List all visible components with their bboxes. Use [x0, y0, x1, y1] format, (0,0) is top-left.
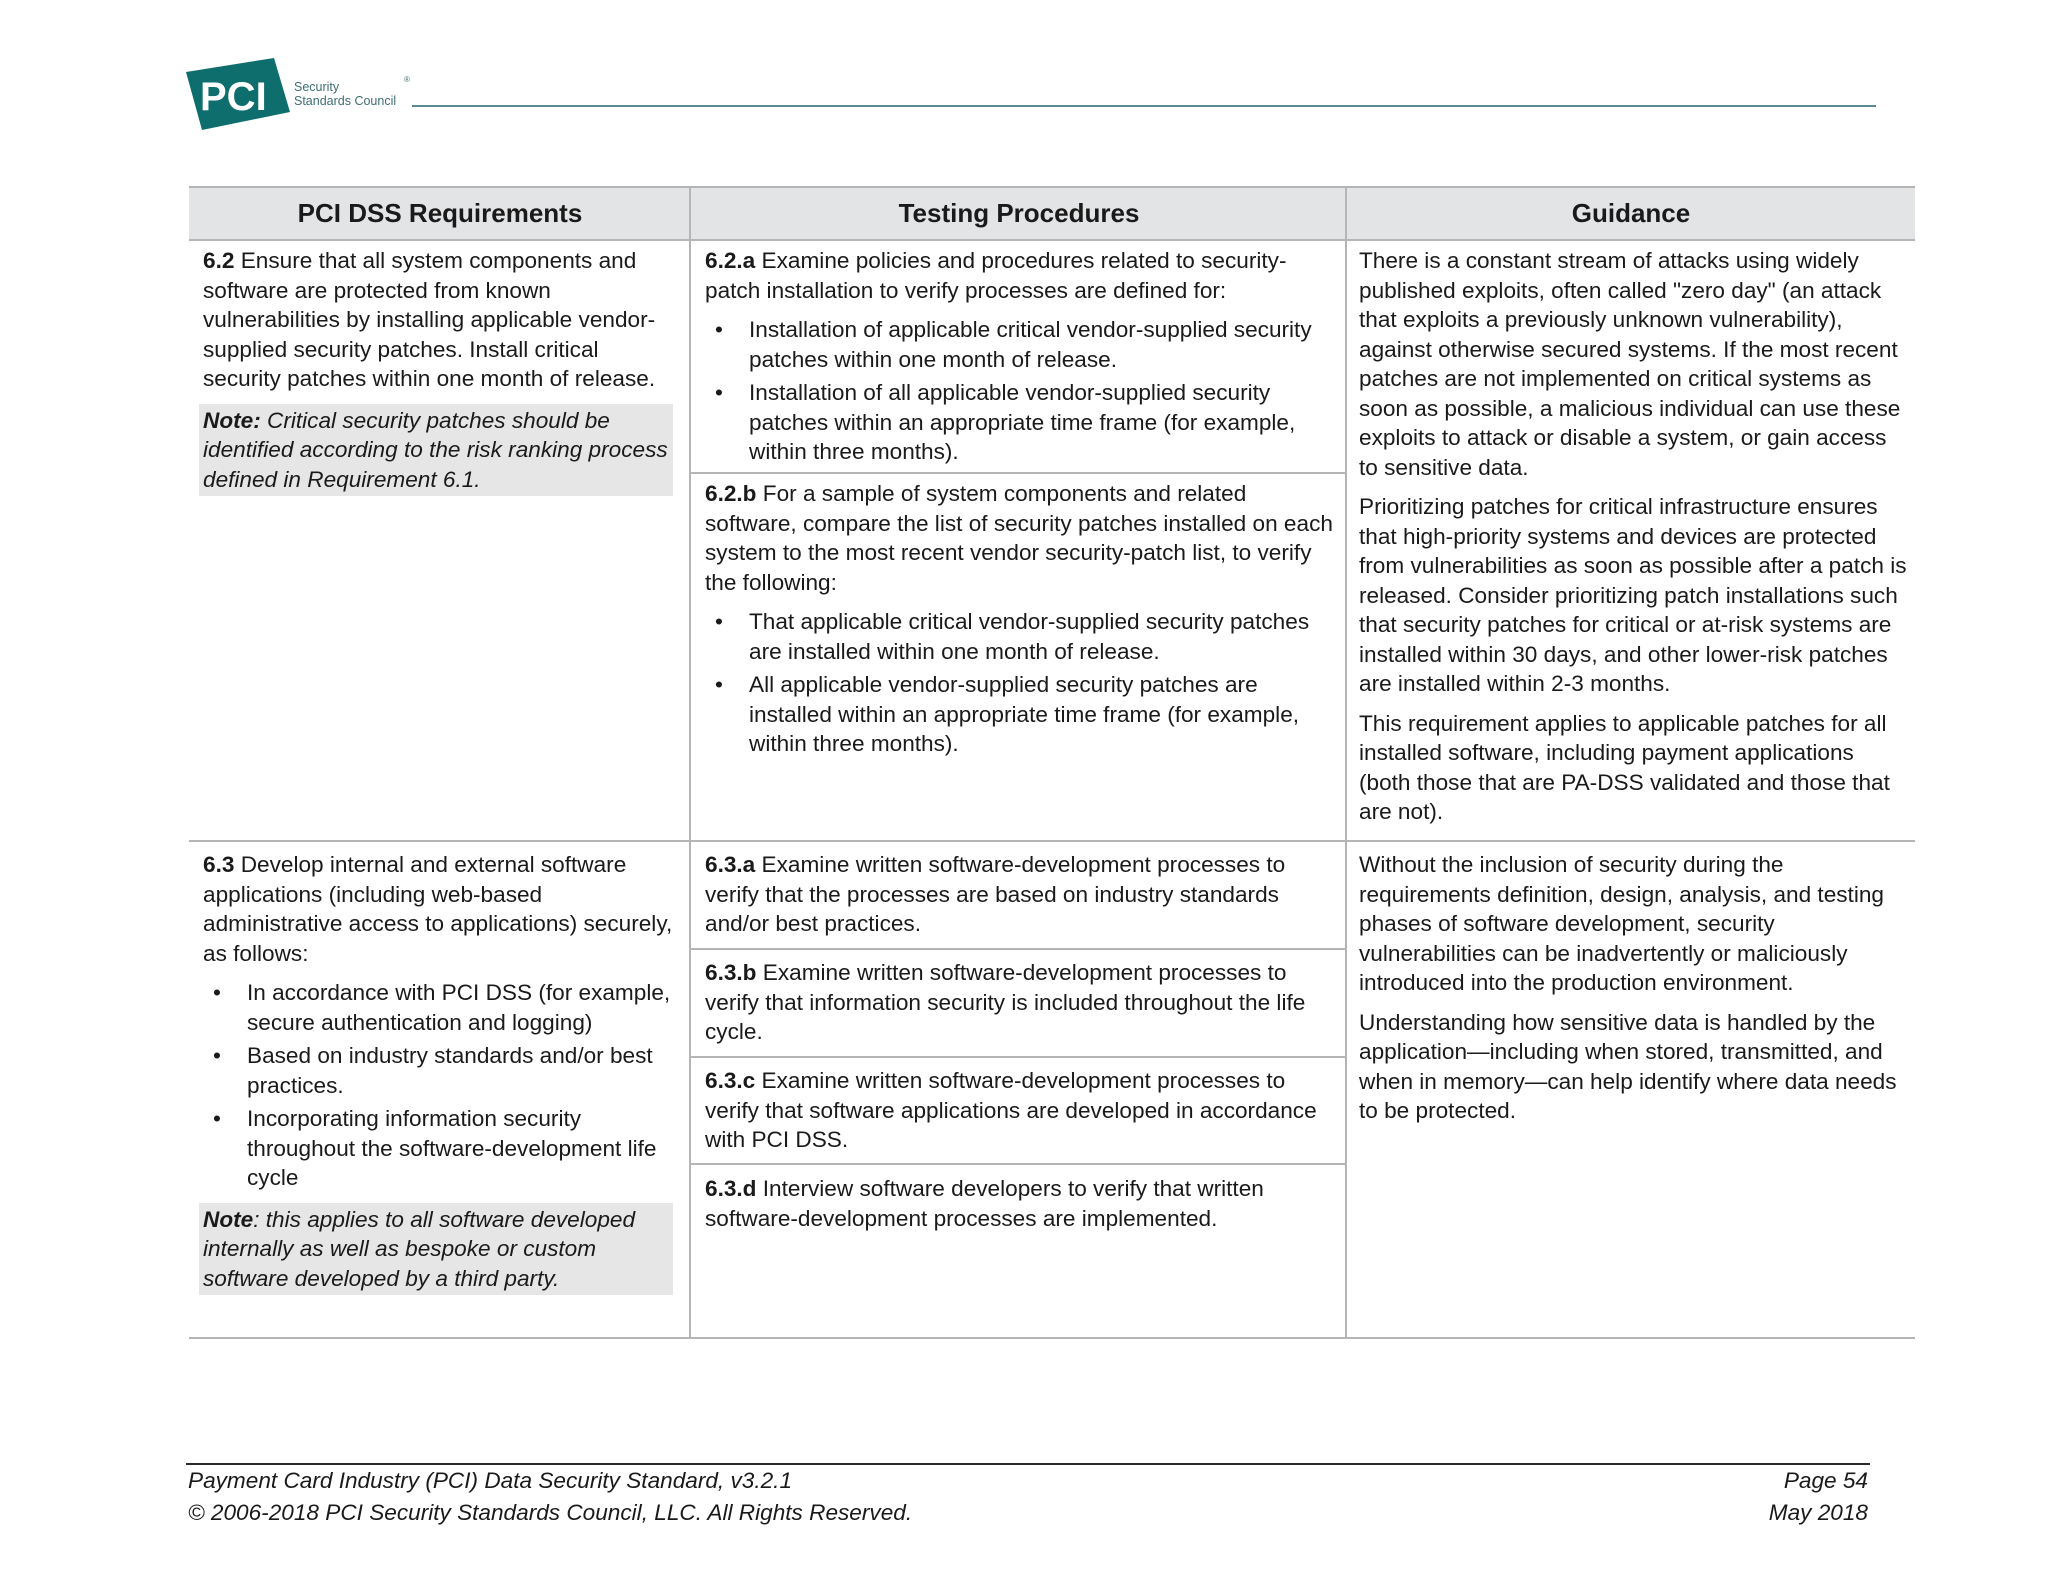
logo-text-line1: Security: [294, 80, 340, 94]
testing-procedure-6-3-c: [705, 1066, 1335, 1165]
requirement-text: Ensure that all system components and software are protected from known vulnerabilities by installing applicable vendor-supplied security patches. Install critical security patches within one month of release.: [203, 248, 656, 391]
requirement-6-3: [203, 850, 673, 1295]
footer-date: May 2018: [1768, 1500, 1868, 1525]
requirement-note: [199, 1203, 673, 1296]
list-item: • That applicable critical vendor-supplied security patches are installed within one month of release.: [705, 607, 1335, 666]
procedure-text: Examine policies and procedures related to security-patch installation to verify processes are defined for:: [705, 248, 1287, 303]
column-header-guidance: Guidance: [1347, 186, 1915, 241]
testing-procedure-6-3-d: [705, 1174, 1335, 1243]
guidance-6-3: [1359, 850, 1909, 1136]
requirements-table: [189, 186, 1915, 1339]
requirement-note: [199, 404, 673, 497]
list-item: • In accordance with PCI DSS (for example, secure authentication and logging): [203, 978, 673, 1037]
column-header-requirements: PCI DSS Requirements: [189, 186, 691, 241]
testing-procedure-6-3-b: [705, 958, 1335, 1057]
footer-document-title: Payment Card Industry (PCI) Data Security Standard, v3.2.1: [188, 1468, 793, 1493]
guidance-paragraph: There is a constant stream of attacks using widely published exploits, often called "zero day" (an attack that exploits a previously unknown vulnerability), against otherwise secured systems. If the most recent patches are not implemented on critical systems as soon as possible, a malicious individual can use these exploits to attack or disable a system, or gain access to sensitive data.: [1359, 248, 1901, 480]
list-item: • Installation of all applicable vendor-supplied security patches within an appropriate time frame (for example, within three months).: [705, 378, 1335, 467]
requirement-text: Develop internal and external software applications (including web-based administrative access to applications) securely, as follows:: [203, 852, 673, 966]
footer-right: [1769, 1465, 1868, 1529]
note-text: : this applies to all software developed internally as well as bespoke or custom software developed by a third party.: [203, 1206, 636, 1291]
logo-text: [294, 80, 396, 108]
table-bottom-border: [189, 1337, 1915, 1339]
procedure-number: 6.3.a: [705, 852, 756, 877]
procedure-number: 6.2.a: [705, 248, 756, 273]
footer-page-number: Page 54: [1783, 1468, 1868, 1493]
footer-copyright: © 2006-2018 PCI Security Standards Council, LLC. All Rights Reserved.: [188, 1500, 913, 1525]
procedure-text: Examine written software-development processes to verify that the processes are based on industry standards and/or best practices.: [705, 852, 1286, 936]
testing-procedure-6-2-a: [705, 246, 1335, 471]
procedure-text: For a sample of system components and related software, compare the list of security patches installed on each system to the most recent vendor security-patch list, to verify the following:: [705, 481, 1333, 595]
requirement-number: 6.2: [203, 248, 235, 273]
procedure-number: 6.3.d: [705, 1176, 757, 1201]
procedure-number: 6.3.c: [705, 1068, 756, 1093]
procedure-number: 6.3.b: [705, 960, 757, 985]
guidance-paragraph: Understanding how sensitive data is handled by the application—including when stored, transmitted, and when in memory—can help identify where data needs to be protected.: [1359, 1009, 1897, 1123]
column-divider: [1345, 186, 1347, 1339]
column-divider: [689, 186, 691, 1339]
guidance-paragraph: Without the inclusion of security during the requirements definition, design, analysis, and testing phases of software development, security vulnerabilities can be inadvertently or maliciously introduced into the production environment.: [1359, 852, 1884, 995]
testing-procedure-6-2-b: [705, 479, 1335, 763]
guidance-paragraph: Prioritizing patches for critical infrastructure ensures that high-priority systems and devices are protected from vulnerabilities as soon as possible after a patch is released. Consider prioritizing patch installations such that security patches for critical or at-risk systems are installed within 30 days, and other lower-risk patches are installed within 2-3 months.: [1359, 494, 1907, 696]
list-item: • Incorporating information security throughout the software-development life cycle: [203, 1104, 673, 1193]
pci-logo-mark-icon: [186, 58, 290, 130]
note-label: Note:: [203, 407, 261, 433]
header-rule: [412, 105, 1876, 107]
requirement-number: 6.3: [203, 852, 235, 877]
procedure-text: Examine written software-development processes to verify that software applications are developed in accordance with PCI DSS.: [705, 1068, 1317, 1152]
note-label: Note: [203, 1206, 254, 1232]
procedure-text: Interview software developers to verify that written software-development processes are implemented.: [705, 1176, 1264, 1231]
svg-text:PCI: PCI: [200, 75, 267, 119]
row-divider: [189, 840, 1915, 842]
pci-logo: [186, 58, 412, 130]
registered-mark: ®: [404, 75, 410, 84]
note-text: Critical security patches should be identified according to the risk ranking process defined in Requirement 6.1.: [203, 407, 668, 492]
list-item: • Installation of applicable critical vendor-supplied security patches within one month of release.: [705, 315, 1335, 374]
procedure-text: Examine written software-development processes to verify that information security is included throughout the life cycle.: [705, 960, 1306, 1044]
column-header-testing-procedures: Testing Procedures: [691, 186, 1347, 241]
guidance-paragraph: This requirement applies to applicable patches for all installed software, including payment applications (both those that are PA-DSS validated and those that are not).: [1359, 710, 1890, 824]
procedure-number: 6.2.b: [705, 481, 757, 506]
footer-left: [188, 1465, 912, 1529]
requirement-6-2: [203, 246, 673, 496]
guidance-6-2: [1359, 246, 1909, 837]
row-divider: [691, 472, 1345, 474]
testing-procedure-6-3-a: [705, 850, 1335, 949]
logo-text-line2: Standards Council: [294, 94, 397, 108]
list-item: • All applicable vendor-supplied security patches are installed within an appropriate time frame (for example, within three months).: [705, 670, 1335, 759]
list-item: • Based on industry standards and/or best practices.: [203, 1041, 673, 1100]
